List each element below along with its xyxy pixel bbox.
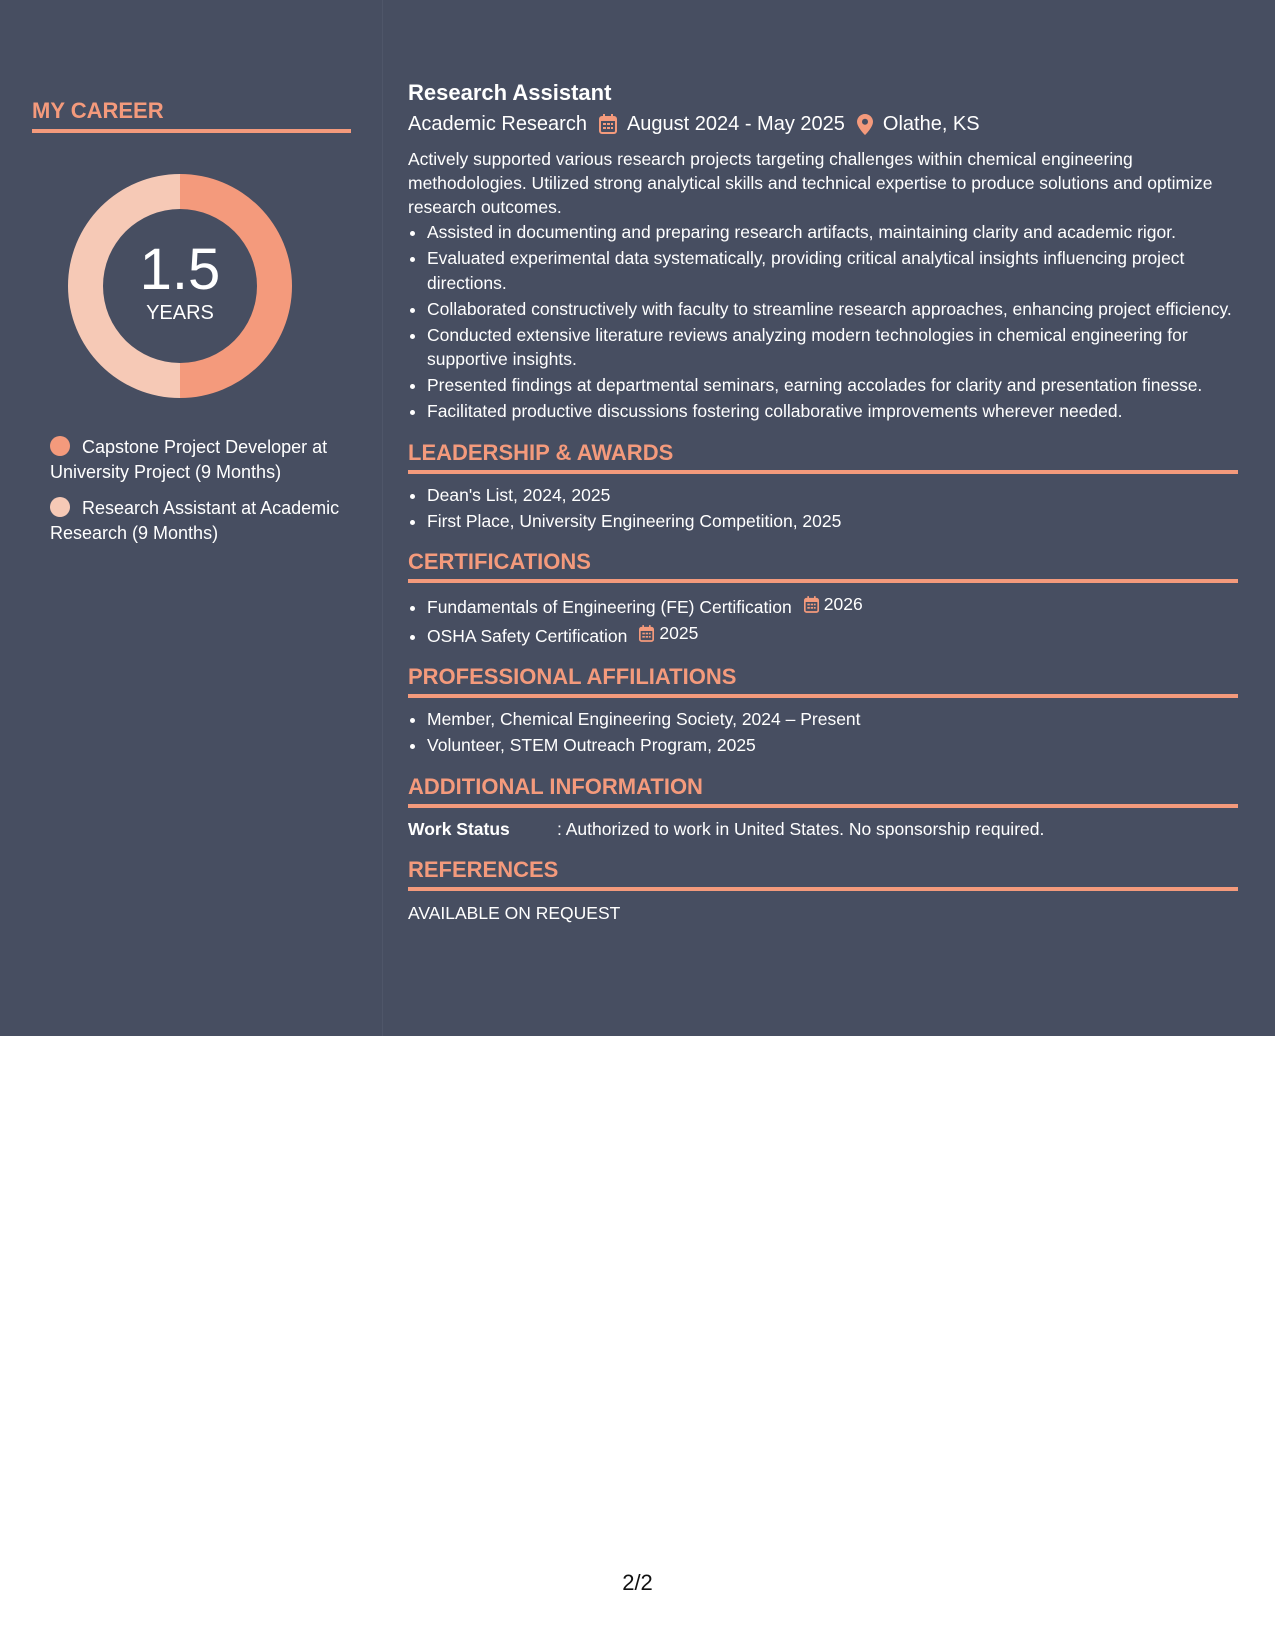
list-item: • Conducted extensive literature reviews analyzing modern technologies in chemical engineering for supportive insights.: [427, 323, 1238, 372]
additional-info-section: [408, 773, 1238, 841]
list-item: • Evaluated experimental data systematically, providing critical analytical insights influencing project directions.: [427, 246, 1238, 295]
my-career-heading: MY CAREER: [32, 96, 351, 133]
calendar-icon: [804, 596, 819, 613]
affiliations-heading: PROFESSIONAL AFFILIATIONS: [408, 663, 1238, 698]
job-dates: August 2024 - May 2025: [626, 113, 845, 135]
career-legend: [50, 435, 350, 546]
cert-year: 2026: [823, 594, 863, 614]
cert-year: 2025: [659, 622, 699, 643]
column-divider: [382, 0, 383, 1036]
list-item: • Member, Chemical Engineering Society, 2024 – Present: [427, 707, 1238, 732]
calendar-icon: [599, 114, 617, 134]
legend-item: [50, 435, 350, 485]
leadership-list: [408, 483, 1238, 534]
list-item: • Dean's List, 2024, 2025: [427, 483, 1238, 508]
career-donut-chart: [67, 173, 293, 399]
certifications-heading: CERTIFICATIONS: [408, 548, 1238, 583]
references-section: [408, 856, 1238, 925]
calendar-icon: [639, 625, 654, 642]
list-item: [427, 621, 1238, 648]
work-status-value: : Authorized to work in United States. No sponsorship required.: [557, 818, 1045, 839]
left-column: [32, 96, 351, 557]
donut-center: [67, 173, 293, 399]
list-item: • Facilitated productive discussions fostering collaborative improvements wherever needed.: [427, 399, 1238, 424]
references-heading: REFERENCES: [408, 856, 1238, 891]
leadership-section: [408, 439, 1238, 534]
certifications-section: [408, 548, 1238, 648]
list-item: • Assisted in documenting and preparing research artifacts, maintaining clarity and academic rigor.: [427, 220, 1238, 245]
job-location: Olathe, KS: [882, 113, 980, 135]
legend-dot-icon: [50, 497, 70, 517]
additional-info-heading: ADDITIONAL INFORMATION: [408, 773, 1238, 808]
list-item: [427, 592, 1238, 619]
list-item: • Presented findings at departmental seminars, earning accolades for clarity and presentation finesse.: [427, 373, 1238, 398]
years-value: 1.5: [139, 237, 221, 302]
legend-label: Research Assistant at Academic Research (9 Months): [50, 498, 340, 543]
list-item: • First Place, University Engineering Competition, 2025: [427, 509, 1238, 534]
location-pin-icon: [857, 114, 873, 135]
legend-item: [50, 496, 350, 546]
years-label: YEARS: [146, 302, 214, 324]
legend-label: Capstone Project Developer at University Project (9 Months): [50, 437, 328, 482]
page-number: 2/2: [622, 1570, 653, 1595]
work-status-label: Work Status: [408, 818, 510, 839]
job-title: Research Assistant: [408, 80, 612, 105]
job-summary: Actively supported various research projects targeting challenges within chemical engineering methodologies. Utilized strong analytical skills and technical expertise to produce solutions and optimize research outcomes.: [408, 149, 1213, 217]
legend-dot-icon: [50, 436, 70, 456]
affiliations-list: [408, 707, 1238, 758]
right-column: [408, 78, 1238, 925]
cert-name: OSHA Safety Certification: [427, 625, 628, 646]
job-meta: [408, 109, 1238, 139]
references-text: AVAILABLE ON REQUEST: [408, 902, 621, 923]
list-item: • Volunteer, STEM Outreach Program, 2025: [427, 733, 1238, 758]
cert-name: Fundamentals of Engineering (FE) Certification: [427, 596, 792, 617]
company-name: Academic Research: [408, 113, 587, 135]
job-bullets: [408, 220, 1238, 424]
cert-date: [639, 621, 698, 646]
work-status-row: [408, 817, 1238, 841]
certifications-list: [408, 592, 1238, 648]
affiliations-section: [408, 663, 1238, 758]
leadership-heading: LEADERSHIP & AWARDS: [408, 439, 1238, 474]
list-item: • Collaborated constructively with faculty to streamline research approaches, enhancing project efficiency.: [427, 297, 1238, 322]
cert-date: [804, 592, 863, 617]
